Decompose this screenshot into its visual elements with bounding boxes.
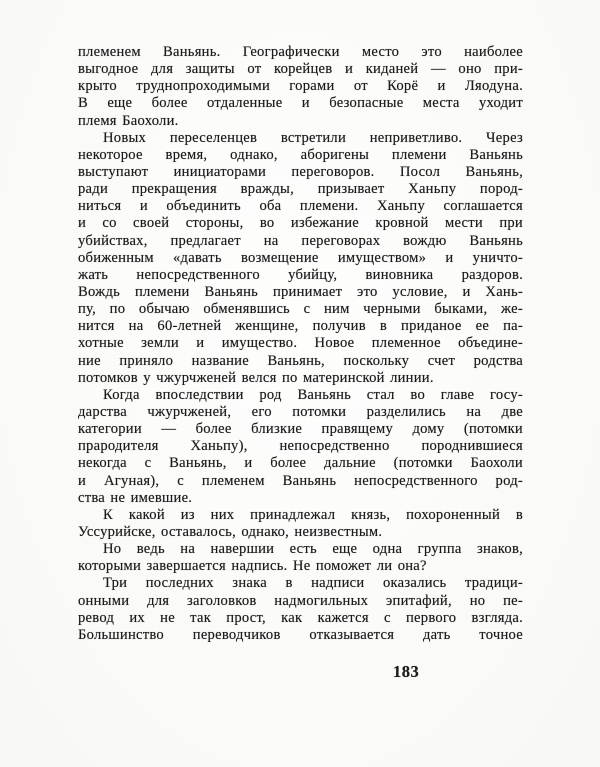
text-line: Когда впоследствии род Ваньянь стал во главе госу- (103, 386, 523, 403)
text-line: ства не имевшие. (78, 489, 193, 506)
text-line: онными для заголовков надмогильных эпитафий, но пе- (78, 592, 523, 609)
text-line: которыми завершается надпись. Не поможет ли она? (78, 558, 427, 575)
text-line: нится на 60-летней женщине, получив в приданое ее па- (78, 318, 523, 335)
text-line: и со своей стороны, во избежание кровной мести при (78, 215, 523, 232)
text-line: потомков у чжурчженей велся по материнской линии. (78, 369, 434, 386)
text-line: ревод их не так прост, как кажется с первого взгляда. (78, 609, 523, 626)
text-line: выгодное для защиты от корейцев и киданей — оно при- (78, 61, 523, 78)
text-line: некоторое время, однако, аборигены племени Ваньянь (78, 146, 523, 163)
text-line: некогда с Ваньянь, и более дальние (потомки Баохоли (78, 455, 523, 472)
text-line: племя Баохоли. (78, 112, 179, 129)
text-line: Большинство переводчиков отказывается дать точное (78, 626, 523, 643)
text-line: Новых переселенцев встретили неприветливо. Через (103, 129, 523, 146)
text-line: выступают инициаторами переговоров. Посол Ваньянь, (78, 163, 523, 180)
page-text-block (78, 44, 523, 644)
text-line: обиженным «давать возмещение имуществом» и уничто- (78, 249, 523, 266)
text-line: Но ведь на навершии есть еще одна группа знаков, (103, 541, 523, 558)
text-line: Вождь племени Ваньянь принимает это условие, и Хань- (78, 283, 523, 300)
text-line: Уссурийске, оставалось, однако, неизвестным. (78, 523, 383, 540)
text-line: жать непосредственного убийцу, виновника раздоров. (78, 266, 523, 283)
text-line: В еще более отдаленные и безопасные места уходит (78, 95, 523, 112)
text-line: К какой из них принадлежал князь, похороненный в (103, 506, 523, 523)
page-number: 183 (393, 662, 420, 681)
text-line: крыто труднопроходимыми горами от Корё и Ляодуна. (78, 78, 523, 95)
text-line: пу, по обычаю обменявшись с ним черными быками, же- (78, 301, 523, 318)
text-line: ниться и объединить оба племени. Ханьпу соглашается (78, 198, 523, 215)
text-line: дарства чжурчженей, его потомки разделились на две (78, 403, 523, 420)
text-line: ради прекращения вражды, призывает Ханьпу пород- (78, 181, 523, 198)
text-line: племенем Ваньянь. Географически место это наиболее (78, 44, 523, 60)
text-line: убийствах, предлагает на переговорах вождю Ваньянь (78, 232, 523, 249)
text-line: ние приняло название Ваньянь, поскольку счет родства (78, 352, 523, 369)
text-line: хотные земли и имущество. Новое племенное объедине- (78, 335, 523, 352)
text-line: прародителя Ханьпу), непосредственно породнившиеся (78, 438, 523, 455)
text-line: Три последних знака в надписи оказались традици- (103, 575, 523, 592)
text-line: категории — более близкие правящему дому (потомки (78, 421, 523, 438)
text-line: и Агуная), с племенем Ваньянь непосредственного род- (78, 472, 523, 489)
